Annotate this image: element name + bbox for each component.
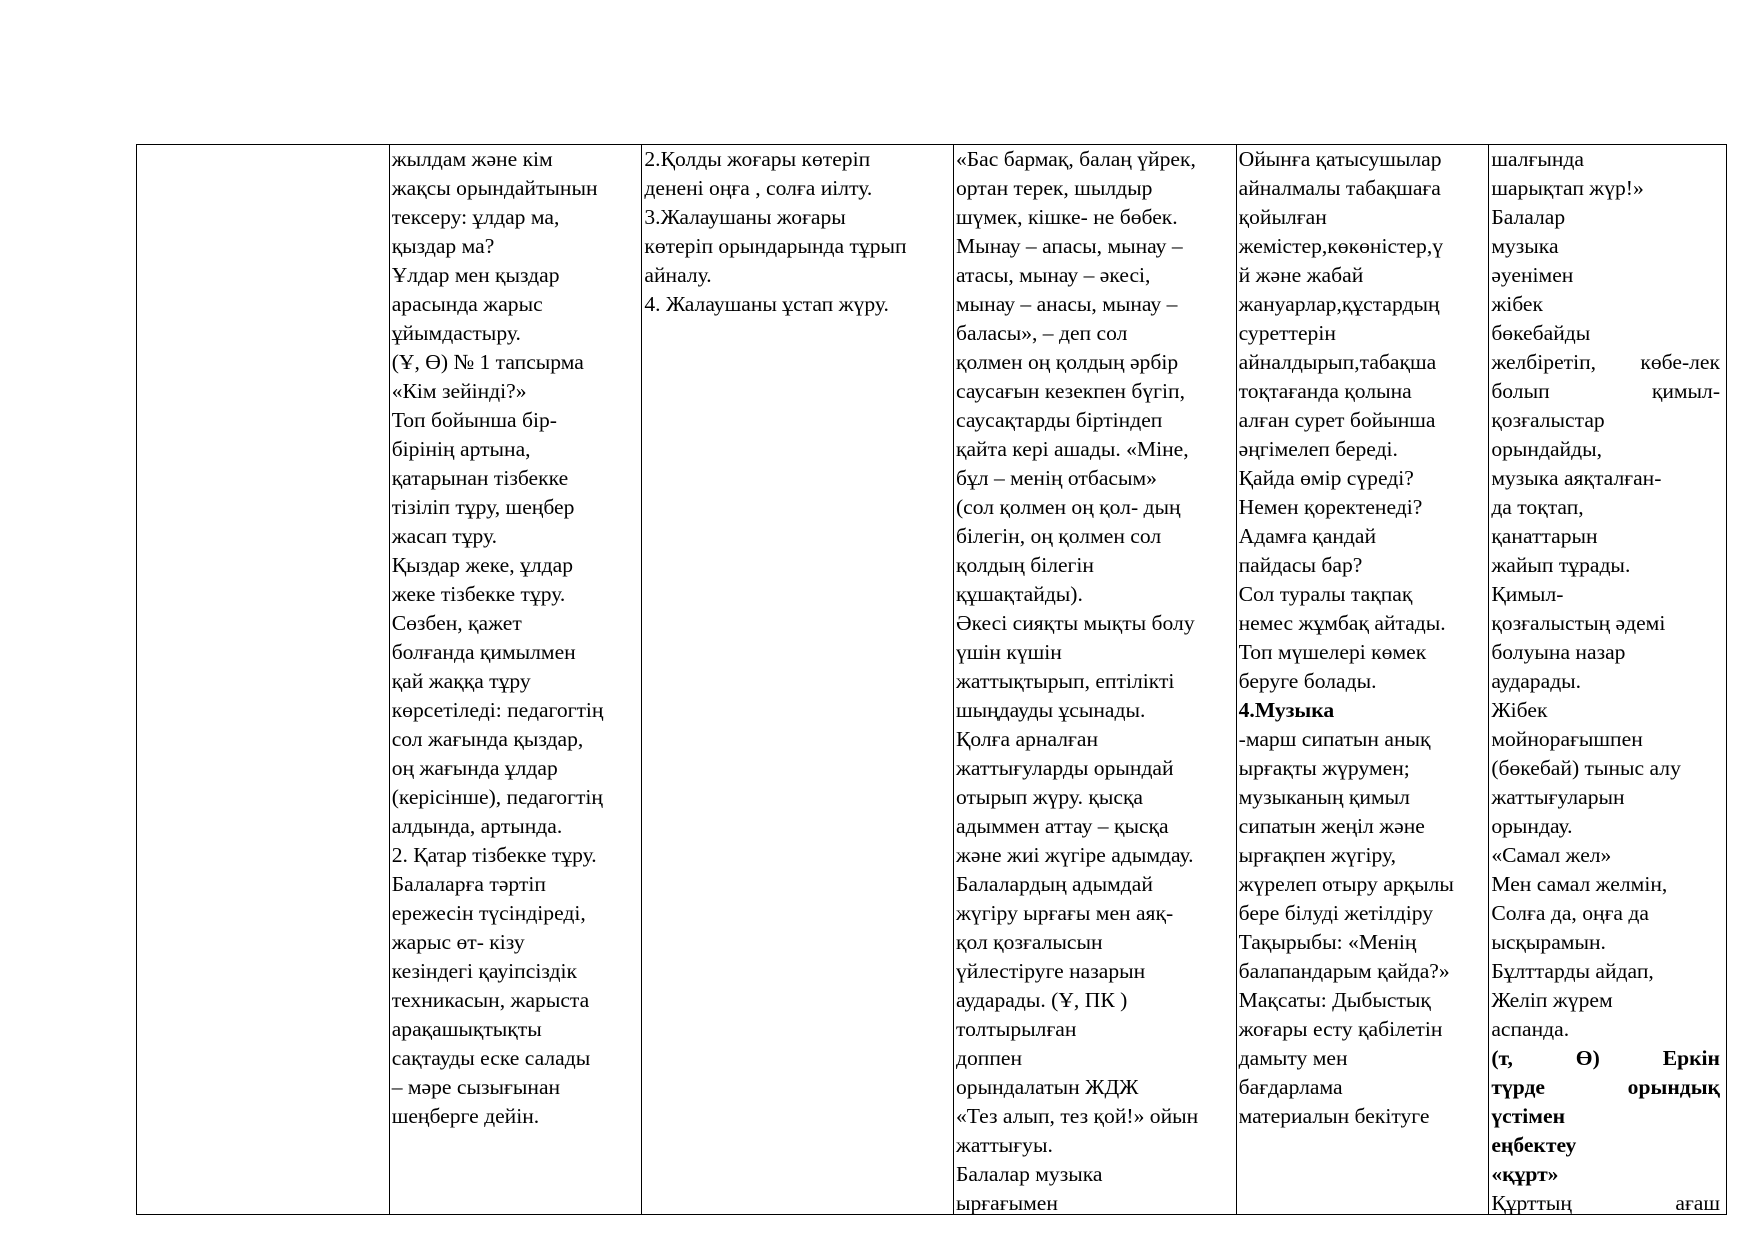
text-line: қолдың білегін — [955, 553, 1094, 577]
text-line: жаттықтырып, ептілікті — [955, 669, 1175, 693]
text-word: Ө) — [1575, 1046, 1600, 1070]
text-line: Балалар музыка — [955, 1162, 1103, 1186]
text-line: бағдарлама — [1238, 1075, 1343, 1099]
text-line: қозғалыстың әдемі — [1491, 611, 1666, 635]
text-line: мынау – анасы, мынау – — [955, 292, 1178, 316]
text-line: қанаттарын — [1491, 524, 1598, 548]
text-line: жемістер,көкөністер,ү — [1238, 234, 1444, 258]
text-line: Балалар — [1491, 205, 1566, 229]
text-line: жоғары есту қабілетін — [1238, 1017, 1443, 1041]
text-line: тоқтағанда қолына — [1238, 379, 1412, 403]
text-line: техникасын, жарыста — [391, 988, 590, 1012]
text-line: жайып тұрады. — [1491, 553, 1631, 577]
text-line: алған сурет бойынша — [1238, 408, 1436, 432]
text-line: Бұлттарды айдап, — [1491, 959, 1654, 983]
text-line: «құрт» — [1491, 1162, 1559, 1186]
text-line — [1489, 1189, 1726, 1214]
text-line: толтырылған — [955, 1017, 1077, 1041]
text-line: жаттығуларды орындай — [955, 756, 1174, 780]
text-word: (т, — [1491, 1046, 1513, 1070]
text-line: Әкесі сияқты мықты болу — [955, 611, 1195, 635]
text-line: й және жабай — [1238, 263, 1364, 287]
text-line: сол жағында қыздар, — [391, 727, 584, 751]
text-line: Қолға арналған — [955, 727, 1098, 751]
text-line: денені оңға , солға иілту. — [644, 176, 873, 200]
text-line: Немен қоректенеді? — [1238, 495, 1423, 519]
text-line: саусақтарды біртіндеп — [955, 408, 1163, 432]
text-line: «Кім зейінді?» — [391, 379, 527, 403]
text-line: қыздар ма? — [391, 234, 495, 258]
text-line: адыммен аттау – қысқа — [955, 814, 1169, 838]
text-line: баласы», – деп сол — [955, 321, 1128, 345]
text-line: арақашықтықты — [391, 1017, 542, 1041]
text-word: көбе-лек — [1640, 350, 1721, 374]
text-line: жануарлар,құстардың — [1238, 292, 1440, 316]
text-line — [1489, 1073, 1726, 1102]
text-line: пайдасы бар? — [1238, 553, 1363, 577]
column-2 — [390, 145, 643, 1214]
text-line: қол қозғалысын — [955, 930, 1103, 954]
text-line: саусағын кезекпен бүгіп, — [955, 379, 1185, 403]
text-line: қайта кері ашады. «Міне, — [955, 437, 1189, 461]
text-line: қай жаққа тұру — [391, 669, 531, 693]
text-line: немес жұмбақ айтады. — [1238, 611, 1446, 635]
text-line: ырғағымен — [955, 1191, 1058, 1214]
text-line: беруге болады. — [1238, 669, 1377, 693]
text-line: суреттерін — [1238, 321, 1336, 345]
text-line: мойнорағышпен — [1491, 727, 1643, 751]
text-line: үйлестіруге назарын — [955, 959, 1146, 983]
text-line: ортан терек, шылдыр — [955, 176, 1153, 200]
text-line: Сөзбен, қажет — [391, 611, 522, 635]
text-line: үшін күшін — [955, 640, 1062, 664]
text-line: сақтауды еске салады — [391, 1046, 591, 1070]
text-line: музыка — [1491, 234, 1559, 258]
text-line: бұл – менің отбасым» — [955, 466, 1157, 490]
text-line: шарықтап жүр!» — [1491, 176, 1644, 200]
text-line: жылдам және кім — [391, 147, 553, 171]
text-line: орындау. — [1491, 814, 1573, 838]
text-line: Тақырыбы: «Менің — [1238, 930, 1417, 954]
text-line: үстімен — [1491, 1104, 1566, 1128]
text-line: жаттығуларын — [1491, 785, 1625, 809]
text-line: Ойынға қатысушылар — [1238, 147, 1442, 171]
text-line: сипатын жеңіл және — [1238, 814, 1425, 838]
text-line: Желіп жүрем — [1491, 988, 1613, 1012]
text-line: Мақсаты: Дыбыстық — [1238, 988, 1431, 1012]
text-word: болып — [1491, 379, 1550, 403]
text-line: доппен — [955, 1046, 1023, 1070]
text-line: (сол қолмен оң қол- дың — [955, 495, 1181, 519]
column-5 — [1237, 145, 1490, 1214]
text-line: алдында, артында. — [391, 814, 563, 838]
text-line: аспанда. — [1491, 1017, 1570, 1041]
text-line: Ұлдар мен қыздар — [391, 263, 560, 287]
text-line: музыка аяқталған- — [1491, 466, 1662, 490]
text-line: Балаларға тәртіп — [391, 872, 546, 896]
text-line: музыканың қимыл — [1238, 785, 1410, 809]
text-line: жүгіру ырғағы мен аяқ- — [955, 901, 1174, 925]
text-line: тексеру: ұлдар ма, — [391, 205, 560, 229]
text-line: әуенімен — [1491, 263, 1574, 287]
text-word: Еркін — [1662, 1046, 1720, 1070]
text-line: қолмен оң қолдың әрбір — [955, 350, 1179, 374]
text-line: 4. Жалаушаны ұстап жүру. — [644, 292, 889, 316]
text-line: -марш сипатын анық — [1238, 727, 1431, 751]
text-word: түрде — [1491, 1075, 1545, 1099]
text-line — [1489, 377, 1726, 406]
text-line: Қимыл- — [1491, 582, 1564, 606]
text-line: болғанда қимылмен — [391, 640, 576, 664]
text-line: айналдырып,табақша — [1238, 350, 1437, 374]
text-line: ұйымдастыру. — [391, 321, 521, 345]
text-line: (Ұ, Ө) № 1 тапсырма — [391, 350, 584, 374]
column-6 — [1489, 145, 1726, 1214]
text-line: бірінің артына, — [391, 437, 531, 461]
text-line: шыңдауды ұсынады. — [955, 698, 1146, 722]
text-line: оң жағында ұлдар — [391, 756, 558, 780]
column-4 — [954, 145, 1237, 1214]
text-line: Қыздар жеке, ұлдар — [391, 553, 573, 577]
text-line: Топ мүшелері көмек — [1238, 640, 1427, 664]
text-line: құшақтайды). — [955, 582, 1083, 606]
text-line: ырғақты жүрумен; — [1238, 756, 1410, 780]
text-line: орындалатын ЖДЖ — [955, 1075, 1139, 1099]
text-line: 2.Қолды жоғары көтеріп — [644, 147, 871, 171]
text-line: дамыту мен — [1238, 1046, 1348, 1070]
text-word: қимыл- — [1651, 379, 1721, 403]
text-line: шүмек, кішке- не бөбек. — [955, 205, 1178, 229]
text-line: материалын бекітуге — [1238, 1104, 1430, 1128]
text-line: жеке тізбекке тұру. — [391, 582, 566, 606]
text-line: айналмалы табақшаға — [1238, 176, 1441, 200]
text-line — [1489, 1044, 1726, 1073]
text-line: болуына назар — [1491, 640, 1626, 664]
text-line: қозғалыстар — [1491, 408, 1605, 432]
text-line: бере білуді жетілдіру — [1238, 901, 1433, 925]
text-line: жақсы орындайтынын — [391, 176, 598, 200]
text-line: 4.Музыка — [1238, 698, 1335, 722]
text-line: – мәре сызығынан — [391, 1075, 561, 1099]
text-line: 3.Жалаушаны жоғары — [644, 205, 846, 229]
text-line: тізіліп тұру, шеңбер — [391, 495, 575, 519]
text-line: қатарынан тізбекке — [391, 466, 569, 490]
text-line: отырып жүру. қысқа — [955, 785, 1144, 809]
text-line: Қайда өмір сүреді? — [1238, 466, 1414, 490]
text-line: балапандарым қайда?» — [1238, 959, 1450, 983]
text-line: Мынау – апасы, мынау – — [955, 234, 1183, 258]
text-line: да тоқтап, — [1491, 495, 1584, 519]
text-line: «Самал жел» — [1491, 843, 1612, 867]
text-line: Адамға қандай — [1238, 524, 1377, 548]
text-line: жарыс өт- кізу — [391, 930, 525, 954]
text-line: Солға да, оңға да — [1491, 901, 1649, 925]
text-line: атасы, мынау – әкесі, — [955, 263, 1151, 287]
text-line: көтеріп орындарында тұрып — [644, 234, 907, 258]
text-line: білегін, оң қолмен сол — [955, 524, 1162, 548]
text-line: кезіндегі қауіпсіздік — [391, 959, 577, 983]
text-line: аударады. — [1491, 669, 1582, 693]
text-line: ысқырамын. — [1491, 930, 1606, 954]
text-line — [1489, 348, 1726, 377]
text-line: жібек — [1491, 292, 1544, 316]
text-line: аударады. (Ұ, ПК ) — [955, 988, 1128, 1012]
text-line: еңбектеу — [1491, 1133, 1577, 1157]
text-line: шалғында — [1491, 147, 1584, 171]
text-line: арасында жарыс — [391, 292, 543, 316]
text-word: орындық — [1627, 1075, 1721, 1099]
text-word: ағаш — [1675, 1191, 1721, 1214]
text-line: 2. Қатар тізбекке тұру. — [391, 843, 597, 867]
text-line: орындайды, — [1491, 437, 1602, 461]
text-line: Топ бойынша бір- — [391, 408, 557, 432]
text-line: көрсетіледі: педагогтің — [391, 698, 604, 722]
text-line: Сол туралы тақпақ — [1238, 582, 1413, 606]
text-line: әңгімелеп береді. — [1238, 437, 1398, 461]
text-line: (керісінше), педагогтің — [391, 785, 603, 809]
text-line: ережесін түсіндіреді, — [391, 901, 586, 925]
column-1 — [137, 145, 390, 1214]
text-line: жасап тұру. — [391, 524, 498, 548]
text-line: «Тез алып, тез қой!» ойын — [955, 1104, 1199, 1128]
text-line: Балалардың адымдай — [955, 872, 1153, 896]
text-line: ырғақпен жүгіру, — [1238, 843, 1397, 867]
text-line: бөкебайды — [1491, 321, 1591, 345]
text-line: (бөкебай) тыныс алу — [1491, 756, 1681, 780]
text-line: Мен самал желмін, — [1491, 872, 1668, 896]
lesson-plan-table — [136, 144, 1727, 1215]
column-3 — [642, 145, 954, 1214]
text-line: айналу. — [644, 263, 712, 287]
text-line: жүрелеп отыру арқылы — [1238, 872, 1454, 896]
text-line: қойылған — [1238, 205, 1327, 229]
text-line: Жібек — [1491, 698, 1548, 722]
text-line: жаттығуы. — [955, 1133, 1053, 1157]
text-line: «Бас бармақ, балаң үйрек, — [955, 147, 1196, 171]
text-word: желбіретіп, — [1491, 350, 1597, 374]
text-line: және жиі жүгіре адымдау. — [955, 843, 1194, 867]
text-word: Құрттың — [1491, 1191, 1572, 1214]
text-line: шеңберге дейін. — [391, 1104, 540, 1128]
